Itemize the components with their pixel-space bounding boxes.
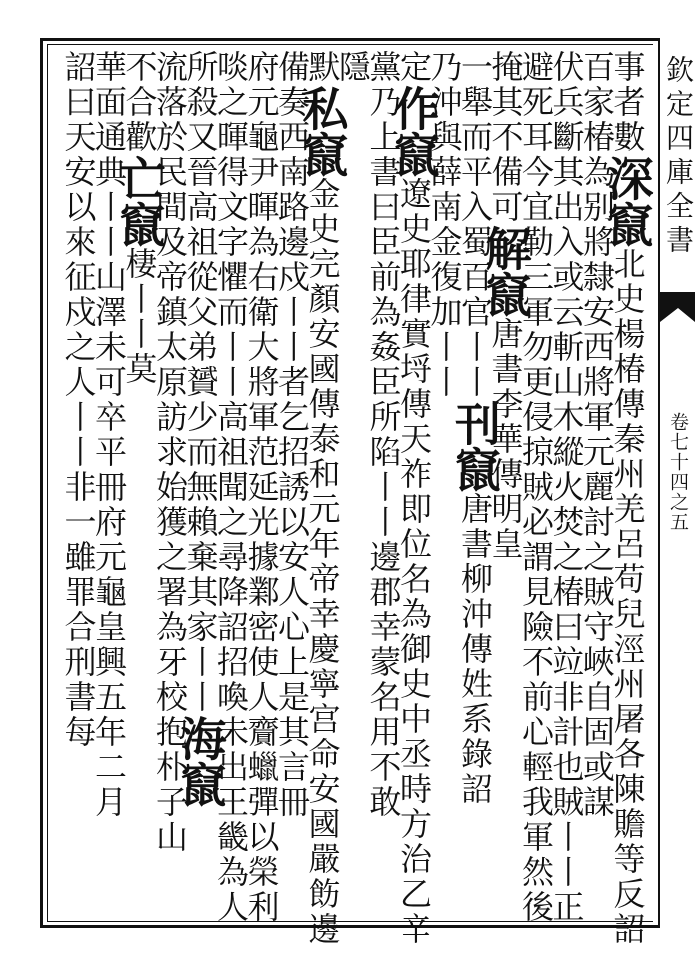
headword: 深竄	[600, 155, 655, 247]
text-segment: 金史完顏安國傳泰和元年帝幸慶寧宫命安國嚴飭邊	[303, 177, 342, 947]
text-segment: 通典丨丨山澤未可卒平冊府元龜皇興五年二月	[90, 120, 128, 820]
headword: 解竄	[478, 225, 533, 317]
text-segment: 抱朴子山	[151, 715, 189, 855]
juan-label: 卷七十四之五	[667, 412, 689, 532]
text-segment: 定	[395, 50, 433, 85]
headword: 海竄	[173, 715, 228, 807]
text-segment: 備奏西南路邊戍丨丨者乞招誘以安人心上是其言冊	[273, 50, 311, 820]
text-segment: 棲丨丨莫	[120, 247, 159, 387]
text-segment: 唐書柳沖傳姓系錄詔	[456, 492, 494, 807]
text-segment: 百家	[578, 50, 616, 120]
text-segment: 府元龜尹暉為右衛大將軍范延光據鄴密使人齎蠟彈以榮利	[242, 50, 281, 925]
text-segment: 所殺又晉高祖從父弟贇少而無賴棄其家丨丨	[181, 50, 220, 715]
headword: 亡竄	[112, 155, 167, 247]
text-segment: 流落於民間及帝鎮太原訪求始獲之署為牙校	[151, 50, 189, 715]
headword: 刊竄	[448, 400, 502, 492]
text-column	[58, 50, 100, 920]
text-segment: 一舉而平	[456, 50, 494, 190]
text-segment: 華面	[90, 50, 128, 120]
column-text	[58, 50, 100, 750]
text-segment: 默	[303, 50, 342, 85]
text-segment: 乃	[425, 50, 464, 85]
headword: 私竄	[295, 85, 350, 177]
text-segment: 伏兵斷其出入或云斬山木縱火焚之椿曰竝非計也賊丨丨正	[547, 50, 586, 925]
text-segment: 入蜀百官丨丨	[456, 190, 494, 400]
book-title: 欽定四庫全書	[662, 55, 695, 259]
text-segment: 椿為别將隸安西將軍元麗討之賊守峽自固或謀	[578, 120, 616, 820]
text-segment: 不合歡	[120, 50, 159, 155]
text-segment: 隱	[334, 50, 372, 85]
text-segment: 避死耳今宜勒三軍勿更侵掠賊必謂見險不前心輕我軍然後	[517, 50, 555, 925]
text-segment: 事者數	[608, 50, 647, 155]
text-segment: 黨乃上書曰臣前為姦臣所陷丨丨邊郡幸蒙名用不敢	[364, 50, 403, 820]
headword: 作竄	[387, 85, 441, 177]
text-segment: 詔曰天安以來征戍之人丨丨非一雖罪合刑書每	[59, 50, 98, 750]
fishtail-mark	[660, 292, 695, 322]
fishtail-icon	[660, 292, 695, 322]
text-segment: 掩其不備可	[486, 50, 525, 225]
text-segment: 唐書李華傳明皇	[486, 317, 525, 562]
text-segment: 沖與薛南金復加丨丨	[425, 85, 464, 400]
text-segment: 北史楊椿傳秦州羌呂苟兒涇州屠各陳贍等反詔	[608, 247, 647, 947]
text-segment: 遼史耶律實埒傳天祚即位名為御史中丞時方治乙辛	[395, 177, 433, 947]
text-segment: 啖之暉得文字懼而丨丨高祖聞之尋降詔招喚未出王畿為人	[212, 50, 250, 925]
